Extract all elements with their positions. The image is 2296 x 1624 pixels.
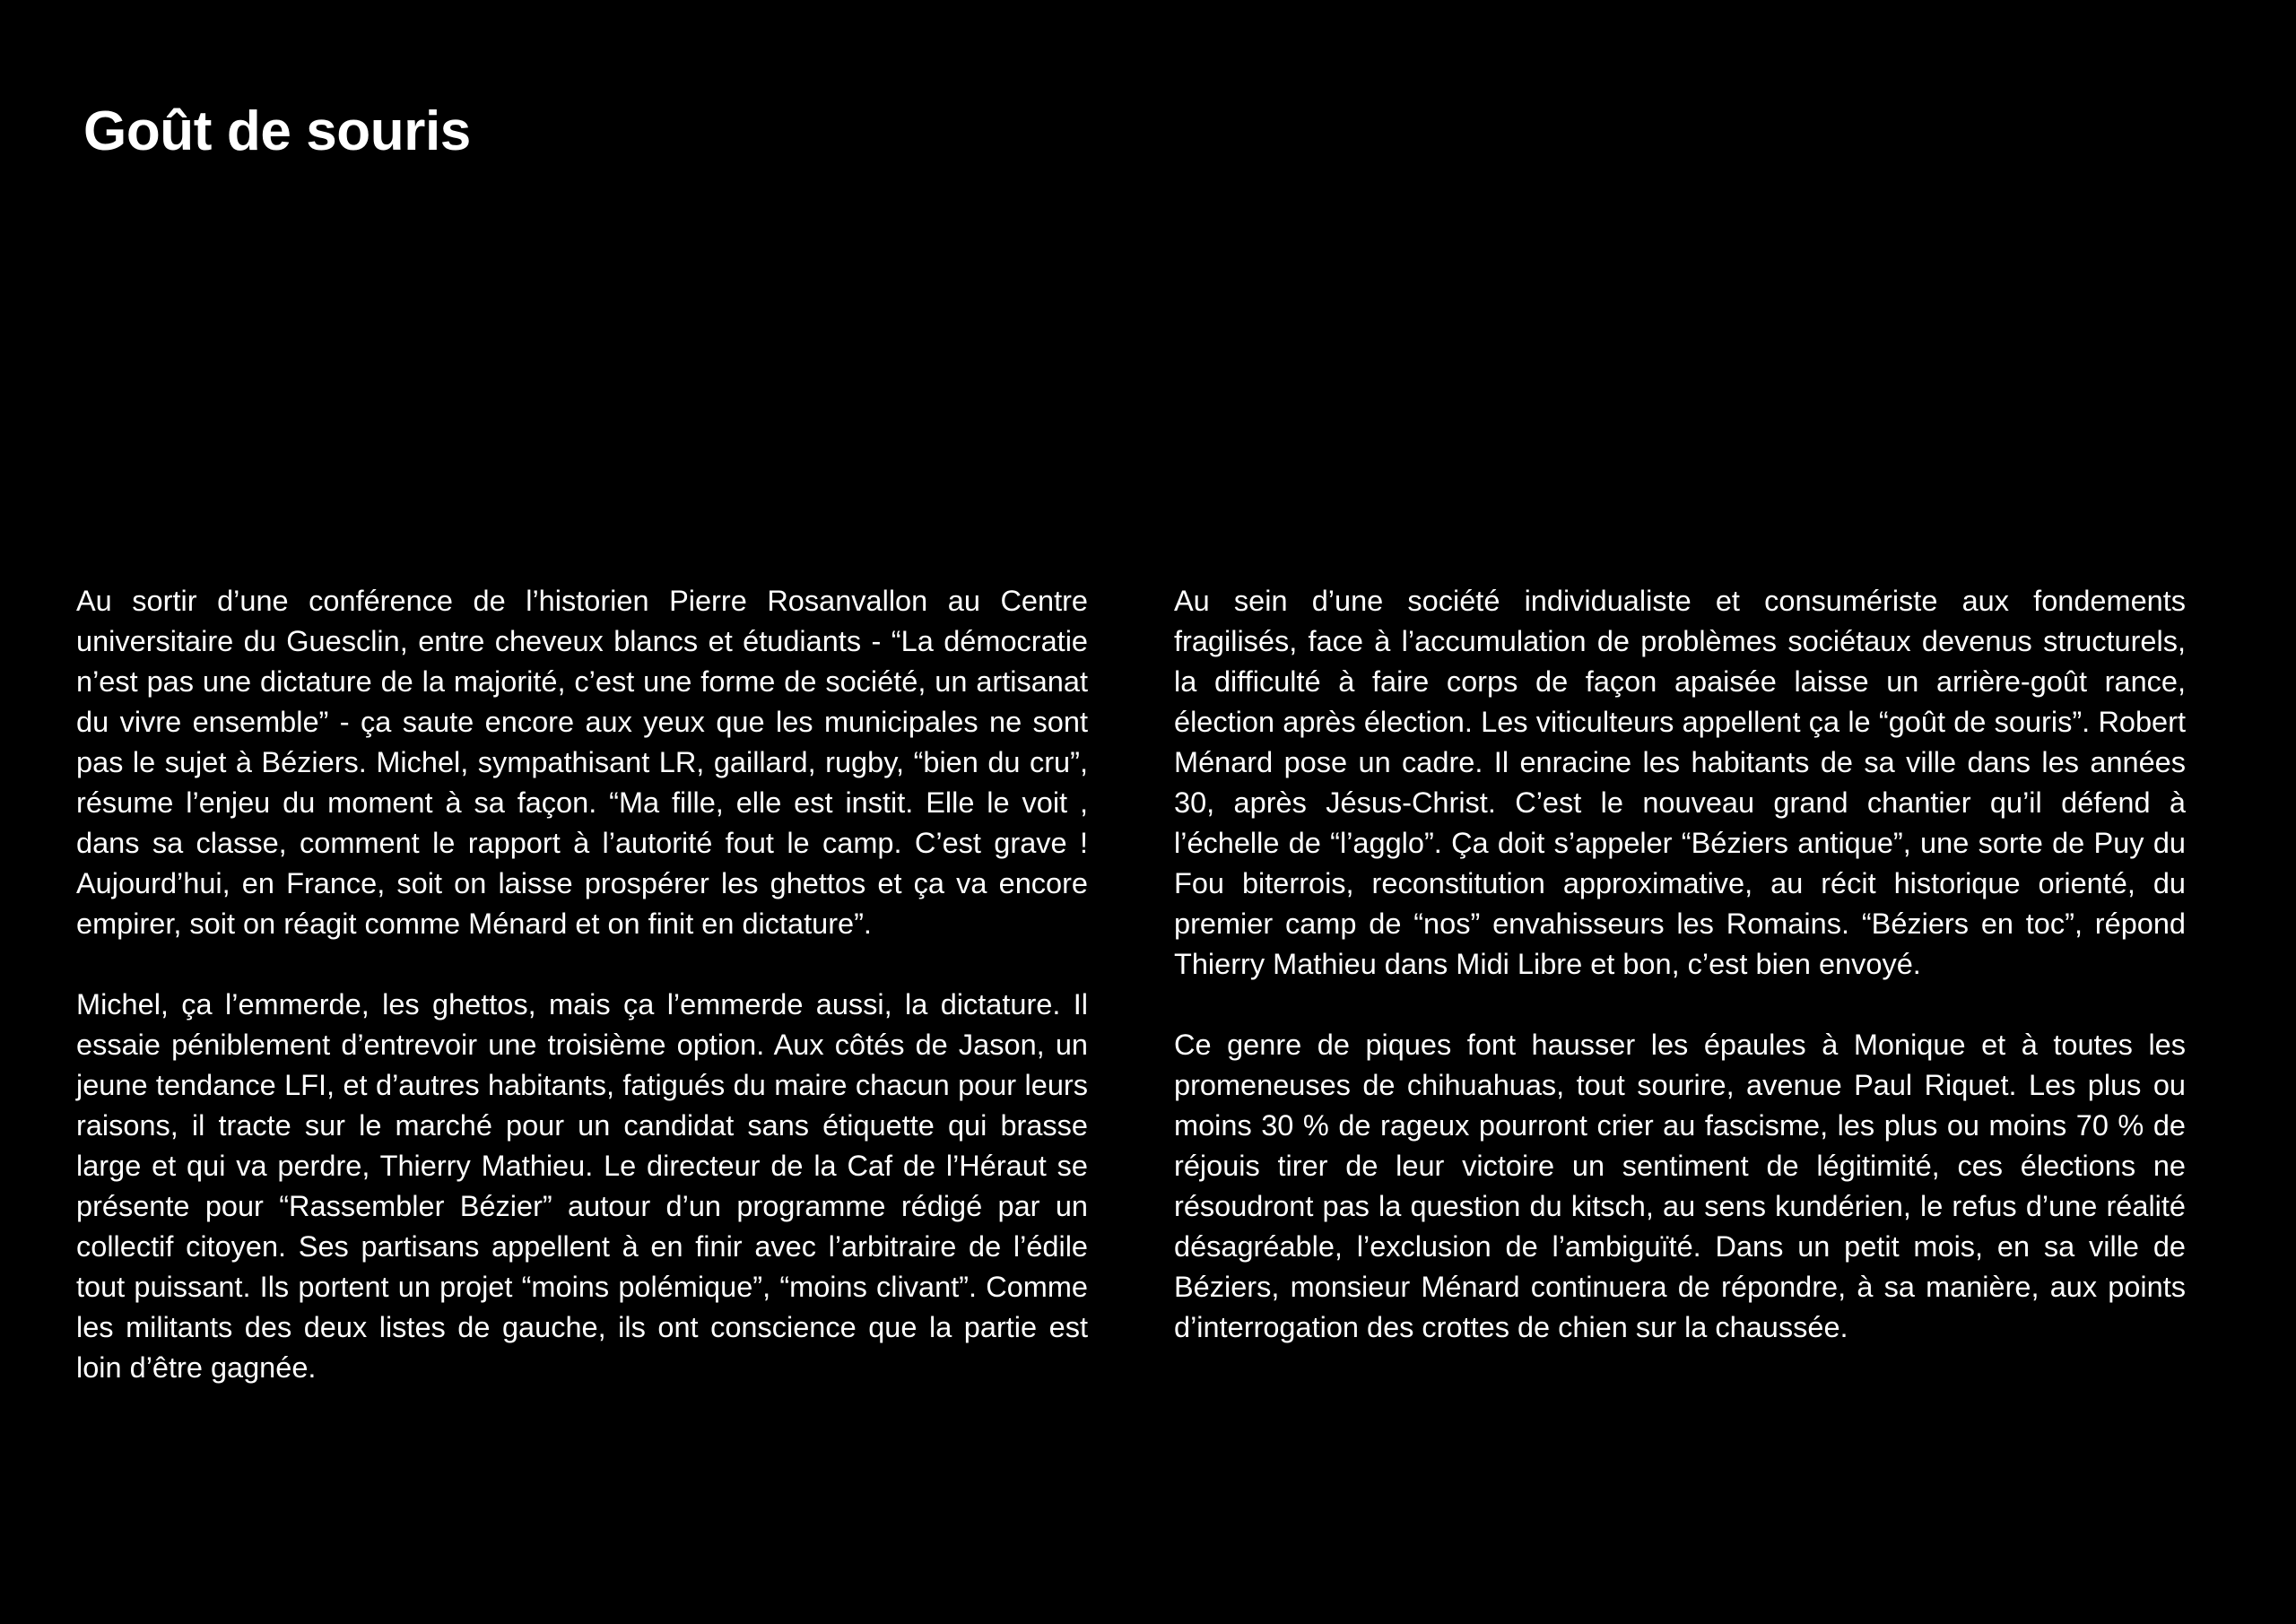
text-column-right xyxy=(1174,581,2186,1348)
paragraph: Au sein d’une société individualiste et consumériste aux fondements fragilisés, face à l’accumulation de problèmes sociétaux devenus structurels, la difficulté à faire corps de façon apaisée laisse un arrière-goût rance, élection après élection. Les viticulteurs appellent ça le “goût de souris”. Robert Ménard pose un cadre. Il enracine les habitants de sa ville dans les années 30, après Jésus-Christ. C’est le nouveau grand chantier qu’il défend à l’échelle de “l’agglo”. Ça doit s’appeler “Béziers antique”, une sorte de Puy du Fou biterrois, reconstitution approximative, au récit historique orienté, du premier camp de “nos” envahisseurs les Romains. “Béziers en toc”, répond Thierry Mathieu dans Midi Libre et bon, c’est bien envoyé. xyxy=(1174,585,2186,980)
text-column-left xyxy=(76,581,1088,1388)
paragraph: Au sortir d’une conférence de l’historien Pierre Rosanvallon au Centre universitaire du Guesclin, entre cheveux blancs et étudiants - “La démocratie n’est pas une dictature de la majorité, c’est une forme de société, un artisanat du vivre ensemble” - ça saute encore aux yeux que les municipales ne sont pas le sujet à Béziers. Michel, sympathisant LR, gaillard, rugby, “bien du cru”, résume l’enjeu du moment à sa façon. “Ma fille, elle est instit. Elle le voit , dans sa classe, comment le rapport à l’autorité fout le camp. C’est grave ! Aujourd’hui, en France, soit on laisse prospérer les ghettos et ça va encore empirer, soit on réagit comme Ménard et on finit en dictature”. xyxy=(76,585,1088,940)
paragraph: Ce genre de piques font hausser les épaules à Monique et à toutes les promeneuses de chihuahuas, tout sourire, avenue Paul Riquet. Les plus ou moins 30 % de rageux pourront crier au fascisme, les plus ou moins 70 % de réjouis tirer de leur victoire un sentiment de légitimité, ces élections ne résoudront pas la question du kitsch, au sens kundérien, le refus d’une réalité désagréable, l’exclusion de l’ambiguïté. Dans un petit mois, en sa ville de Béziers, monsieur Ménard continuera de répondre, à sa manière, aux points d’interrogation des crottes de chien sur la chaussée. xyxy=(1174,1029,2186,1343)
paragraph: Michel, ça l’emmerde, les ghettos, mais ça l’emmerde aussi, la dictature. Il essaie péniblement d’entrevoir une troisième option. Aux côtés de Jason, un jeune tendance LFI, et d’autres habitants, fatigués du maire chacun pour leurs raisons, il tracte sur le marché pour un candidat sans étiquette qui brasse large et qui va perdre, Thierry Mathieu. Le directeur de la Caf de l’Héraut se présente pour “Rassembler Bézier” autour d’un programme rédigé par un collectif citoyen. Ses partisans appellent à en finir avec l’arbitraire de l’édile tout puissant. Ils portent un projet “moins polémique”, “moins clivant”. Comme les militants des deux listes de gauche, ils ont conscience que la partie est loin d’être gagnée. xyxy=(76,988,1088,1384)
article-body xyxy=(76,581,2186,1388)
page-title: Goût de souris xyxy=(83,100,471,162)
